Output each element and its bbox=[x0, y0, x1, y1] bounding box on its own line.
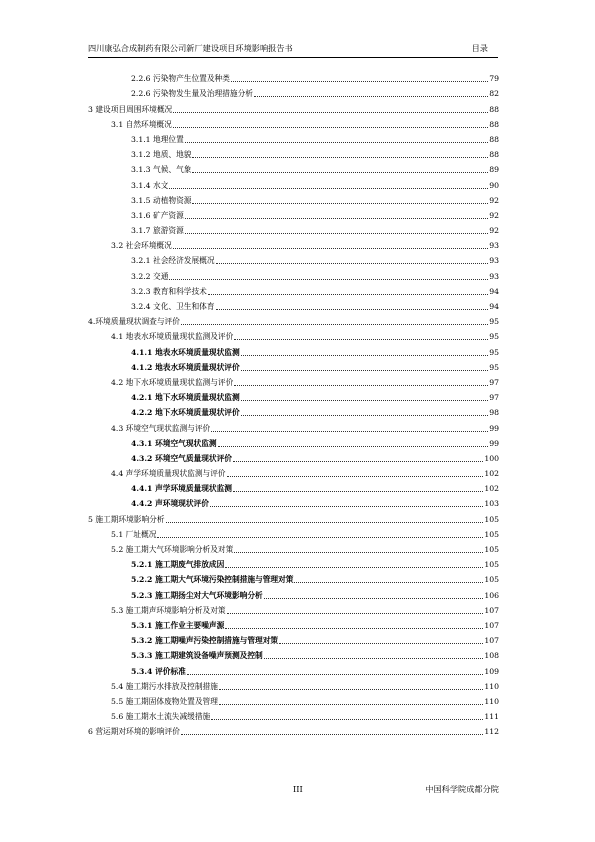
toc-entry[interactable] bbox=[88, 115, 499, 130]
toc-entry-title: 3.2.2 交通 bbox=[131, 271, 169, 281]
toc-entry-title: 5.5 施工期固体废物处置及管理 bbox=[111, 696, 218, 706]
toc-entry-page: 95 bbox=[489, 362, 499, 372]
toc-dot-leader bbox=[241, 369, 489, 371]
toc-dot-leader bbox=[254, 95, 488, 97]
toc-entry-title: 4.3.1 环境空气现状监测 bbox=[131, 438, 217, 448]
toc-entry-title: 3.1.1 地理位置 bbox=[131, 134, 184, 144]
toc-entry[interactable] bbox=[88, 509, 499, 524]
toc-entry-title: 5.4 施工期污水排放及控制措施 bbox=[111, 681, 218, 691]
toc-entry-page: 82 bbox=[489, 89, 499, 99]
toc-entry-page: 103 bbox=[484, 499, 499, 509]
toc-entry[interactable] bbox=[88, 616, 499, 631]
toc-entry-title: 5.2.2 施工期大气环境污染控制措施与管理对策 bbox=[131, 575, 294, 585]
toc-entry[interactable] bbox=[88, 327, 499, 342]
toc-entry-page: 89 bbox=[489, 165, 499, 175]
toc-entry-page: 108 bbox=[484, 651, 499, 661]
toc-entry[interactable] bbox=[88, 358, 499, 373]
toc-entry-title: 5.6 施工期水土流失减缓措施 bbox=[111, 712, 211, 722]
toc-entry-title: 4.4 声学环境质量现状监测与评价 bbox=[111, 469, 226, 479]
toc-entry-title: 3.1.4 水文 bbox=[131, 180, 169, 190]
toc-entry-title: 3.2.4 文化、卫生和体育 bbox=[131, 302, 215, 311]
toc-entry[interactable] bbox=[88, 692, 499, 707]
toc-entry-title: 4.4.1 声学环境质量现状监测 bbox=[131, 484, 232, 494]
page-header bbox=[88, 41, 498, 58]
toc-entry[interactable] bbox=[88, 494, 499, 509]
toc-entry-page: 107 bbox=[484, 620, 499, 630]
toc-entry-title: 3.2.1 社会经济发展概况 bbox=[131, 256, 215, 266]
toc-entry-title: 4.2.2 地下水环境质量现状评价 bbox=[131, 408, 240, 418]
toc-dot-leader bbox=[169, 278, 488, 280]
toc-entry-title: 5.3.4 评价标准 bbox=[131, 666, 186, 676]
toc-entry-page: 105 bbox=[484, 529, 499, 539]
toc-entry-title: 4.2 地下水环境质量现状监测与评价 bbox=[111, 377, 234, 387]
toc-entry-title: 4.4.2 声环境现状评价 bbox=[131, 499, 209, 509]
toc-entry-title: 4.3 环境空气现状监测与评价 bbox=[111, 423, 211, 433]
toc-entry-page: 112 bbox=[484, 727, 499, 737]
toc-dot-leader bbox=[225, 566, 483, 568]
toc-entry-title: 5.3.1 施工作业主要噪声源 bbox=[131, 620, 225, 630]
toc-entry[interactable] bbox=[88, 99, 499, 114]
toc-entry[interactable] bbox=[88, 282, 499, 297]
toc-dot-leader bbox=[264, 657, 484, 659]
toc-dot-leader bbox=[219, 688, 483, 690]
toc-entry-page: 111 bbox=[484, 712, 499, 722]
toc-entry[interactable] bbox=[88, 160, 499, 175]
page-number: III bbox=[293, 784, 303, 794]
toc-entry-title: 4.2.1 地下水环境质量现状监测 bbox=[131, 393, 240, 403]
toc-entry-page: 93 bbox=[489, 271, 499, 281]
toc-entry-page: 92 bbox=[489, 195, 499, 205]
toc-dot-leader bbox=[279, 642, 483, 644]
toc-entry-title: 5.3.2 施工期噪声污染控制措施与管理对策 bbox=[131, 636, 279, 646]
toc-entry-page: 100 bbox=[484, 453, 499, 463]
toc-entry-page: 102 bbox=[484, 484, 499, 494]
toc-entry-page: 98 bbox=[489, 408, 499, 418]
toc-entry-page: 79 bbox=[489, 74, 499, 84]
toc-dot-leader bbox=[185, 232, 488, 234]
toc-dot-leader bbox=[241, 399, 489, 401]
toc-dot-leader bbox=[218, 445, 489, 447]
toc-dot-leader bbox=[241, 414, 489, 416]
toc-entry-title: 3.1.6 矿产资源 bbox=[131, 210, 184, 220]
toc-dot-leader bbox=[227, 475, 484, 477]
toc-entry-page: 110 bbox=[484, 681, 499, 691]
toc-entry[interactable] bbox=[88, 555, 499, 570]
toc-entry-page: 90 bbox=[489, 180, 499, 190]
toc-dot-leader bbox=[233, 460, 483, 462]
toc-entry[interactable] bbox=[88, 707, 499, 722]
toc-entry[interactable] bbox=[88, 449, 499, 464]
toc-entry-page: 107 bbox=[484, 605, 499, 615]
toc-entry-title: 3.1.7 旅游资源 bbox=[131, 226, 184, 236]
toc-entry[interactable] bbox=[88, 646, 499, 661]
toc-entry[interactable] bbox=[88, 570, 499, 585]
toc-entry-page: 93 bbox=[489, 256, 499, 266]
toc-entry-title: 3.2 社会环境概况 bbox=[111, 241, 172, 251]
toc-dot-leader bbox=[225, 627, 483, 629]
toc-entry[interactable] bbox=[88, 403, 499, 418]
toc-entry-page: 99 bbox=[489, 423, 499, 433]
toc-entry[interactable] bbox=[88, 221, 499, 236]
toc-entry-title: 3.2.3 教育和科学技术 bbox=[131, 286, 207, 296]
toc-entry-title: 5.3 施工期声环境影响分析及对策 bbox=[111, 605, 226, 615]
toc-entry-title: 3.1.3 气候、气象 bbox=[131, 165, 192, 175]
toc-entry-page: 88 bbox=[489, 134, 499, 144]
document-title: 四川康弘合成制药有限公司新厂建设项目环境影响报告书 bbox=[88, 43, 293, 53]
toc-entry-title: 2.2.6 污染物产生位置及种类 bbox=[131, 74, 230, 84]
toc-dot-leader bbox=[234, 551, 483, 553]
toc-entry-page: 97 bbox=[489, 377, 499, 387]
toc-dot-leader bbox=[181, 733, 483, 735]
toc-dot-leader bbox=[192, 156, 488, 158]
toc-entry[interactable] bbox=[88, 236, 499, 251]
toc-dot-leader bbox=[234, 338, 488, 340]
toc-entry-title: 5 施工期环境影响分析 bbox=[88, 514, 165, 524]
table-of-contents bbox=[88, 69, 499, 737]
toc-entry-title: 4.1 地表水环境质量现状监测及评价 bbox=[111, 332, 234, 342]
toc-dot-leader bbox=[264, 597, 484, 599]
toc-dot-leader bbox=[166, 521, 484, 523]
toc-dot-leader bbox=[173, 111, 488, 113]
toc-entry-page: 95 bbox=[489, 332, 499, 342]
toc-entry[interactable] bbox=[88, 191, 499, 206]
organization-name: 中国科学院成都分院 bbox=[425, 784, 499, 794]
toc-entry[interactable] bbox=[88, 175, 499, 190]
toc-entry-title: 3.1 自然环境概况 bbox=[111, 119, 172, 129]
toc-entry-title: 5.2 施工期大气环境影响分析及对策 bbox=[111, 545, 234, 554]
toc-dot-leader bbox=[211, 718, 483, 720]
section-label: 目录 bbox=[471, 43, 488, 53]
toc-entry[interactable] bbox=[88, 540, 499, 555]
toc-entry-page: 94 bbox=[489, 286, 499, 296]
toc-entry[interactable] bbox=[88, 145, 499, 160]
toc-entry-page: 95 bbox=[489, 347, 499, 357]
toc-entry-title: 3 建设项目周围环境概况 bbox=[88, 104, 173, 114]
toc-dot-leader bbox=[210, 505, 483, 507]
toc-entry-page: 99 bbox=[489, 438, 499, 448]
toc-dot-leader bbox=[192, 171, 488, 173]
toc-dot-leader bbox=[294, 581, 483, 583]
toc-dot-leader bbox=[185, 217, 488, 219]
toc-entry-page: 88 bbox=[489, 150, 499, 160]
toc-dot-leader bbox=[181, 323, 488, 325]
toc-entry-title: 4.1.1 地表水环境质量现状监测 bbox=[131, 347, 240, 357]
toc-entry-page: 88 bbox=[489, 119, 499, 129]
toc-entry[interactable] bbox=[88, 722, 499, 737]
toc-entry[interactable] bbox=[88, 464, 499, 479]
toc-entry-page: 105 bbox=[484, 514, 499, 524]
toc-entry-title: 4.环境质量现状调查与评价 bbox=[88, 317, 180, 327]
toc-entry-page: 105 bbox=[484, 545, 499, 554]
toc-entry-page: 94 bbox=[489, 302, 499, 311]
toc-entry[interactable] bbox=[88, 677, 499, 692]
toc-entry-title: 2.2.6 污染物发生量及治理措施分析 bbox=[131, 89, 253, 99]
toc-dot-leader bbox=[187, 673, 483, 675]
toc-entry[interactable] bbox=[88, 312, 499, 327]
toc-entry[interactable] bbox=[88, 631, 499, 646]
toc-entry-page: 109 bbox=[484, 666, 499, 676]
toc-entry[interactable] bbox=[88, 69, 499, 84]
toc-entry-page: 95 bbox=[489, 317, 499, 327]
toc-dot-leader bbox=[157, 536, 483, 538]
toc-dot-leader bbox=[173, 126, 488, 128]
toc-dot-leader bbox=[241, 354, 489, 356]
toc-dot-leader bbox=[233, 490, 483, 492]
toc-entry[interactable] bbox=[88, 585, 499, 600]
toc-entry[interactable] bbox=[88, 373, 499, 388]
toc-dot-leader bbox=[173, 247, 488, 249]
toc-entry-title: 4.3.2 环境空气质量现状评价 bbox=[131, 453, 232, 463]
toc-entry-page: 106 bbox=[484, 590, 499, 600]
toc-entry-title: 4.1.2 地表水环境质量现状评价 bbox=[131, 362, 240, 372]
toc-dot-leader bbox=[234, 384, 488, 386]
toc-entry[interactable] bbox=[88, 601, 499, 616]
toc-entry[interactable] bbox=[88, 84, 499, 99]
toc-dot-leader bbox=[169, 187, 488, 189]
page-footer bbox=[88, 784, 499, 798]
toc-dot-leader bbox=[219, 703, 483, 705]
toc-entry-page: 93 bbox=[489, 241, 499, 251]
toc-entry-title: 5.2.1 施工期废气排放成因 bbox=[131, 560, 225, 570]
toc-entry-page: 105 bbox=[484, 560, 499, 570]
toc-dot-leader bbox=[216, 308, 489, 310]
toc-entry-page: 110 bbox=[484, 696, 499, 706]
toc-entry[interactable] bbox=[88, 479, 499, 494]
toc-entry-page: 92 bbox=[489, 226, 499, 236]
toc-entry[interactable] bbox=[88, 297, 499, 312]
toc-entry[interactable] bbox=[88, 342, 499, 357]
toc-dot-leader bbox=[185, 141, 488, 143]
toc-entry[interactable] bbox=[88, 206, 499, 221]
toc-entry-title: 5.3.3 施工期建筑设备噪声预测及控制 bbox=[131, 651, 263, 661]
toc-entry-page: 97 bbox=[489, 393, 499, 403]
toc-entry-title: 5.1 厂址概况 bbox=[111, 529, 157, 539]
toc-dot-leader bbox=[192, 202, 488, 204]
toc-entry[interactable] bbox=[88, 661, 499, 676]
toc-entry[interactable] bbox=[88, 434, 499, 449]
toc-entry[interactable] bbox=[88, 388, 499, 403]
toc-entry-title: 3.1.2 地质、地貌 bbox=[131, 150, 192, 160]
toc-entry-title: 3.1.5 动植物资源 bbox=[131, 195, 192, 205]
toc-dot-leader bbox=[216, 262, 489, 264]
toc-dot-leader bbox=[208, 293, 488, 295]
toc-entry[interactable] bbox=[88, 251, 499, 266]
toc-entry-page: 92 bbox=[489, 210, 499, 220]
toc-entry-title: 6 营运期对环境的影响评价 bbox=[88, 727, 180, 737]
toc-entry[interactable] bbox=[88, 525, 499, 540]
toc-dot-leader bbox=[227, 612, 484, 614]
toc-entry-page: 107 bbox=[484, 636, 499, 646]
toc-entry[interactable] bbox=[88, 266, 499, 281]
toc-entry-page: 102 bbox=[484, 469, 499, 479]
toc-dot-leader bbox=[211, 430, 488, 432]
toc-entry-page: 105 bbox=[484, 575, 499, 585]
toc-dot-leader bbox=[231, 80, 488, 82]
toc-entry[interactable] bbox=[88, 418, 499, 433]
toc-entry-page: 88 bbox=[489, 104, 499, 114]
toc-entry[interactable] bbox=[88, 130, 499, 145]
toc-entry-title: 5.2.3 施工期扬尘对大气环境影响分析 bbox=[131, 590, 263, 600]
